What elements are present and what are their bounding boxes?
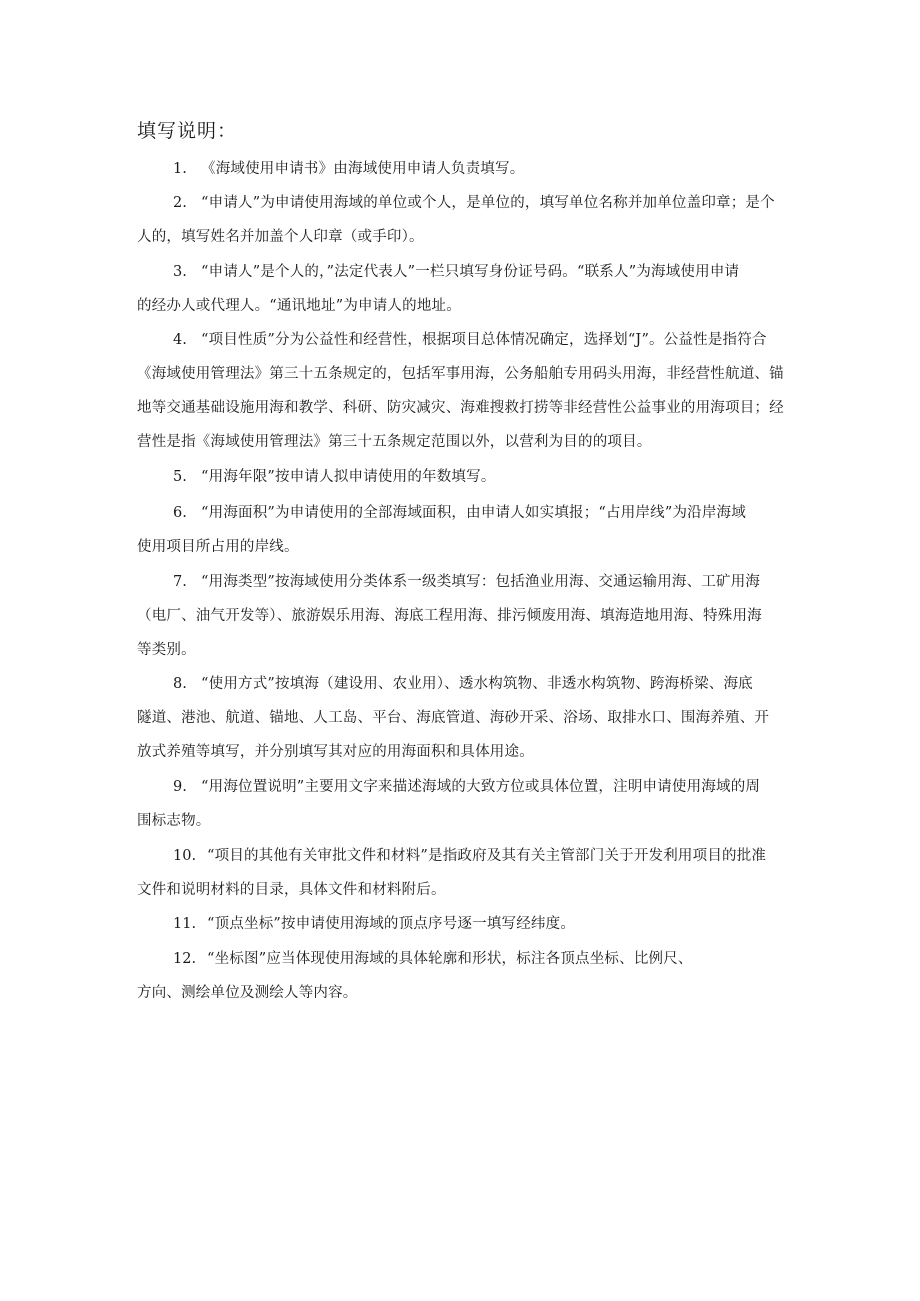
instruction-item <box>137 323 817 459</box>
item-text: 使用项目所占用的岸线。 <box>137 539 299 555</box>
instruction-line <box>137 839 817 873</box>
item-number: 10. <box>173 848 197 864</box>
item-text: 人的，填写姓名并加盖个人印章（或手印）。 <box>137 229 424 245</box>
instruction-item <box>137 839 817 907</box>
item-number: 6. <box>173 505 187 521</box>
instruction-line <box>137 907 817 941</box>
item-number: 4. <box>173 332 187 348</box>
instruction-line <box>137 255 817 289</box>
item-number: 12. <box>173 951 197 967</box>
instruction-line <box>137 735 817 769</box>
instruction-line <box>137 152 817 186</box>
item-text: “顶点坐标”按申请使用海域的顶点序号逐一填写经纬度。 <box>207 916 576 932</box>
instruction-line <box>137 701 817 735</box>
instruction-line <box>137 323 817 357</box>
instruction-line <box>137 289 817 323</box>
instruction-line <box>137 186 817 220</box>
item-text: “使用方式”按填海（建设用、农业用）、透水构筑物、非透水构筑物、跨海桥梁、海底 <box>201 676 753 692</box>
instruction-line <box>137 530 817 564</box>
item-text: “申请人”是个人的，”法定代表人”一栏只填写身份证号码。“联系人”为海域使用申请 <box>201 264 740 280</box>
item-text: 《海域使用管理法》第三十五条规定的，包括军事用海，公务船舶专用码头用海，非经营性航道、锚 <box>137 366 784 382</box>
instruction-line <box>137 873 817 907</box>
instruction-item <box>137 565 817 667</box>
item-number: 3. <box>173 264 187 280</box>
item-text: “用海面积”为申请使用的全部海域面积，由申请人如实填报；“占用岸线”为沿岸海域 <box>201 505 746 521</box>
instruction-line <box>137 942 817 976</box>
item-text: “项目的其他有关审批文件和材料”是指政府及其有关主管部门关于开发利用项目的批准 <box>207 848 767 864</box>
item-text: 的经办人或代理人。“通讯地址”为申请人的地址。 <box>137 298 461 314</box>
instruction-line <box>137 565 817 599</box>
instruction-line <box>137 391 817 425</box>
item-text: （电厂、油气开发等）、旅游娱乐用海、海底工程用海、排污倾废用海、填海造地用海、特殊用海 <box>137 608 762 624</box>
instruction-item <box>137 152 817 186</box>
item-text: 隧道、港池、航道、锚地、人工岛、平台、海底管道、海砂开采、浴场、取排水口、围海养殖、开 <box>137 710 770 726</box>
item-text: 方向、测绘单位及测绘人等内容。 <box>137 985 358 1001</box>
instruction-item <box>137 667 817 769</box>
item-number: 9. <box>173 779 187 795</box>
item-text: 文件和说明材料的目录，具体文件和材料附后。 <box>137 882 446 898</box>
page-title: 填写说明： <box>137 120 238 142</box>
item-text: “用海年限”按申请人拟申请使用的年数填写。 <box>201 469 496 485</box>
instruction-item <box>137 186 817 254</box>
instruction-item <box>137 907 817 941</box>
instruction-line <box>137 496 817 530</box>
instruction-item <box>137 942 817 1010</box>
instruction-line <box>137 357 817 391</box>
item-number: 11. <box>173 916 197 932</box>
item-text: “用海类型”按海域使用分类体系一级类填写：包括渔业用海、交通运输用海、工矿用海 <box>201 574 761 590</box>
instruction-line <box>137 633 817 667</box>
item-text: 围标志物。 <box>137 813 211 829</box>
item-number: 7. <box>173 574 187 590</box>
instruction-line <box>137 220 817 254</box>
item-text: “项目性质”分为公益性和经营性，根据项目总体情况确定，选择划“J”。公益性是指符合 <box>201 332 767 348</box>
item-text: “用海位置说明”主要用文字来描述海域的大致方位或具体位置，注明申请使用海域的周 <box>201 779 761 795</box>
instruction-line <box>137 425 817 459</box>
item-number: 2. <box>173 195 187 211</box>
instruction-line <box>137 804 817 838</box>
instruction-line <box>137 667 817 701</box>
instruction-line <box>137 460 817 494</box>
item-number: 8. <box>173 676 187 692</box>
instruction-item <box>137 496 817 564</box>
item-text: 营性是指《海域使用管理法》第三十五条规定范围以外，以营利为目的的项目。 <box>137 434 652 450</box>
item-text: 放式养殖等填写，并分别填写其对应的用海面积和具体用途。 <box>137 744 534 760</box>
item-text: 等类别。 <box>137 642 196 658</box>
instruction-line <box>137 976 817 1010</box>
item-text: 地等交通基础设施用海和教学、科研、防灾减灾、海难搜救打捞等非经营性公益事业的用海项目；经 <box>137 400 784 416</box>
item-text: “坐标图”应当体现使用海域的具体轮廓和形状，标注各顶点坐标、比例尺、 <box>207 951 693 967</box>
instruction-item <box>137 460 817 494</box>
instruction-item <box>137 255 817 323</box>
item-text: 《海域使用申请书》由海域使用申请人负责填写。 <box>201 161 525 177</box>
item-number: 5. <box>173 469 187 485</box>
instruction-line <box>137 599 817 633</box>
item-number: 1. <box>173 161 187 177</box>
item-text: “申请人”为申请使用海域的单位或个人，是单位的，填写单位名称并加单位盖印章；是个 <box>201 195 775 211</box>
instruction-line <box>137 770 817 804</box>
instruction-item <box>137 770 817 838</box>
